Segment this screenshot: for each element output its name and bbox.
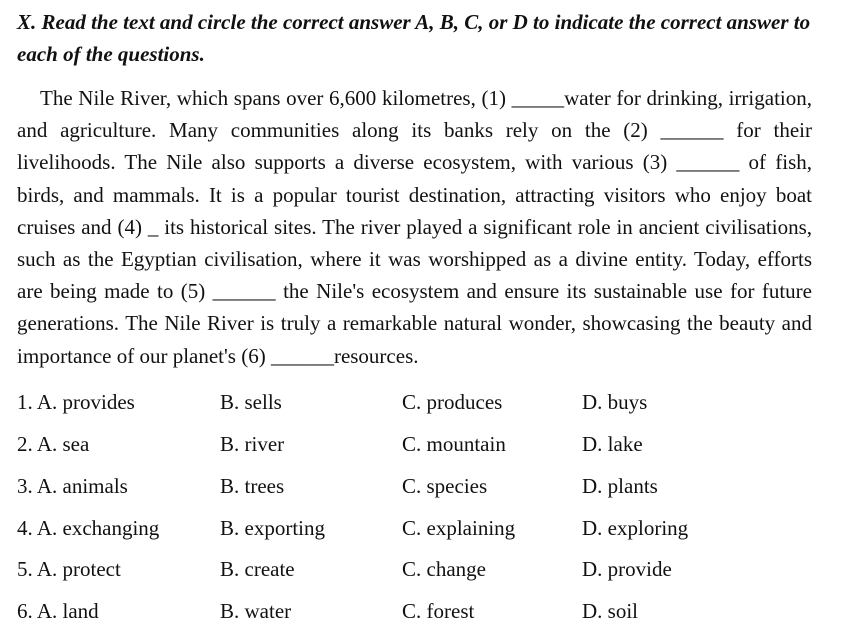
option-a[interactable]: 6. A. land <box>17 599 99 624</box>
question-row-2 <box>17 424 817 466</box>
option-d[interactable]: D. plants <box>582 473 658 498</box>
answer-options <box>17 382 817 633</box>
option-d[interactable]: D. lake <box>582 432 643 457</box>
reading-passage: The Nile River, which spans over 6,600 kilometres, (1) _____water for drinking, irrigation, and agriculture. Many communities along its banks rely on the (2) ______ for their livelihoods. The Nile also supports a diverse ecosystem, with various (3) ______ of fish, birds, and mammals. It is a popular tourist destination, attracting visitors who enjoy boat cruises and (4) _ its historical sites. The river played a significant role in ancient civilisations, such as the Egyptian civilisation, where it was worshipped as a divine entity. Today, efforts are being made to (5) ______ the Nile's ecosystem and ensure its sustainable use for future generations. The Nile River is truly a remarkable natural wonder, showcasing the beauty and importance of our planet's (6) ______resources. <box>17 86 812 368</box>
option-c[interactable]: C. species <box>402 473 488 498</box>
exercise-instruction: X. Read the text and circle the correct answer A, B, C, or D to indicate the correct answer to each of the questions. <box>17 10 811 66</box>
option-d[interactable]: D. soil <box>582 599 639 624</box>
option-b[interactable]: B. water <box>220 599 292 624</box>
question-row-4 <box>17 507 817 549</box>
question-row-3 <box>17 465 817 507</box>
question-row-1 <box>17 382 817 424</box>
option-a[interactable]: 1. A. provides <box>17 390 135 415</box>
option-d[interactable]: D. provide <box>582 557 672 582</box>
option-c[interactable]: C. produces <box>402 390 503 415</box>
option-b[interactable]: B. create <box>220 557 295 582</box>
option-c[interactable]: C. mountain <box>402 432 506 457</box>
option-d[interactable]: D. buys <box>582 390 648 415</box>
exercise-page <box>17 6 817 633</box>
option-a[interactable]: 4. A. exchanging <box>17 515 160 540</box>
option-c[interactable]: C. change <box>402 557 486 582</box>
option-c[interactable]: C. explaining <box>402 515 516 540</box>
option-a[interactable]: 3. A. animals <box>17 473 128 498</box>
question-row-6 <box>17 591 817 633</box>
option-c[interactable]: C. forest <box>402 599 475 624</box>
question-row-5 <box>17 549 817 591</box>
option-d[interactable]: D. exploring <box>582 515 689 540</box>
option-b[interactable]: B. trees <box>220 473 285 498</box>
option-b[interactable]: B. exporting <box>220 515 325 540</box>
option-a[interactable]: 5. A. protect <box>17 557 121 582</box>
option-a[interactable]: 2. A. sea <box>17 432 90 457</box>
option-b[interactable]: B. river <box>220 432 285 457</box>
option-b[interactable]: B. sells <box>220 390 282 415</box>
